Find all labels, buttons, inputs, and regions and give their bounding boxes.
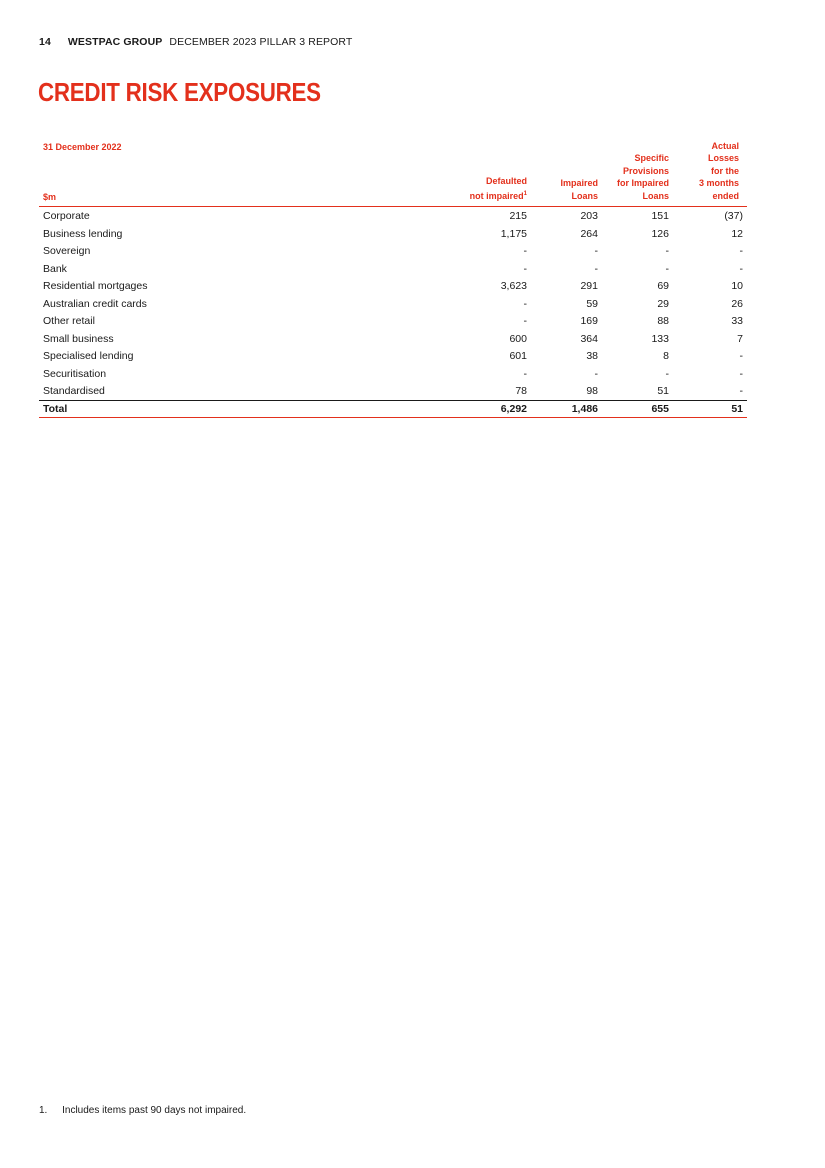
col-header-line: for the [711,165,739,176]
organisation-name: WESTPAC GROUP [67,36,163,48]
col-header-line: Provisions [622,165,669,176]
col-header-line: for Impaired [616,178,669,189]
cell-provisions: 88 [657,315,669,327]
row-label: Securitisation [43,367,107,380]
cell-impaired: - [594,245,598,257]
cell-actual-losses: 10 [731,280,743,292]
col-header-line: Specific [634,153,669,164]
cell-provisions: 29 [657,297,669,310]
table-row [39,347,747,365]
row-label: Business lending [43,227,123,240]
row-label: Specialised lending [43,350,134,362]
cell-actual-losses: - [739,385,743,397]
cell-impaired: 59 [586,297,598,310]
cell-defaulted: 3,623 [500,280,527,292]
cell-defaulted: 6,292 [500,402,527,415]
cell-provisions: - [665,262,669,275]
cell-provisions: - [665,245,669,257]
row-label: Small business [43,332,114,345]
credit-risk-table [39,140,747,418]
cell-impaired: 364 [580,332,598,345]
cell-defaulted: - [523,297,527,310]
total-row [39,400,747,418]
col-header-defaulted [470,175,527,202]
cell-impaired: - [594,367,598,380]
cell-defaulted: - [523,367,527,380]
cell-impaired: 38 [586,350,598,362]
cell-actual-losses: - [739,350,743,362]
cell-impaired: 98 [586,385,598,397]
cell-impaired: 1,486 [571,402,598,415]
col-header-line: Loans [642,190,669,201]
col-header-line: ended [712,190,739,201]
cell-defaulted: - [523,315,527,327]
table-row [39,225,747,243]
cell-provisions: - [665,367,669,380]
col-header-line: Impaired [560,178,598,189]
cell-actual-losses: 33 [731,315,743,327]
col-header-actual-losses [699,140,739,202]
cell-defaulted: 1,175 [500,227,527,240]
cell-impaired: 264 [580,227,598,240]
row-label: Total [43,402,68,415]
cell-impaired: 169 [580,315,598,327]
table-header [39,140,747,207]
row-label: Other retail [43,315,95,327]
col-header-line: 3 months [698,178,739,189]
footnote-number: 1. [39,1105,48,1116]
cell-actual-losses: 12 [731,227,743,240]
table-row [39,242,747,260]
footnote-text: Includes items past 90 days not impaired. [62,1105,247,1116]
cell-impaired: 203 [580,210,598,222]
table-row [39,330,747,348]
cell-provisions: 655 [651,402,669,415]
cell-actual-losses: - [739,262,743,275]
table-row [39,260,747,278]
cell-defaulted: 600 [509,332,527,345]
cell-provisions: 133 [651,332,669,345]
row-label: Sovereign [43,245,91,257]
cell-provisions: 69 [657,280,669,292]
row-label: Australian credit cards [43,297,147,310]
cell-impaired: - [594,262,598,275]
cell-defaulted: - [523,262,527,275]
cell-actual-losses: 7 [737,332,743,345]
table-row [39,207,747,225]
col-header-line: Defaulted [485,176,527,187]
table-row [39,312,747,330]
col-header-provisions [617,152,669,202]
cell-provisions: 151 [651,210,669,222]
cell-actual-losses: - [739,245,743,257]
col-header-line: not impaired$^1$ [469,190,527,201]
row-label: Residential mortgages [43,280,148,292]
footnote-ref: 1 [523,190,527,197]
row-label: Standardised [43,385,105,397]
period-label: 31 December 2022 [43,142,122,152]
page-header [39,36,352,48]
row-label: Bank [43,262,67,275]
page-title: CREDIT RISK EXPOSURES [38,77,321,107]
report-name: DECEMBER 2023 PILLAR 3 REPORT [169,36,353,48]
col-header-line: Losses [707,153,739,164]
cell-provisions: 51 [657,385,669,397]
cell-impaired: 291 [580,280,598,292]
cell-defaulted: 601 [509,350,527,362]
col-header-line: Loans [571,190,598,201]
cell-defaulted: 215 [509,210,527,222]
row-label: Corporate [43,210,90,222]
unit-label: $m [43,192,57,202]
cell-actual-losses: 51 [731,402,743,415]
cell-provisions: 126 [651,227,669,240]
table-row [39,295,747,313]
table-row [39,382,747,400]
col-header-line: Actual [711,140,739,151]
cell-defaulted: 78 [515,385,527,397]
cell-defaulted: - [523,245,527,257]
cell-actual-losses: (37) [724,210,743,222]
page-number: 14 [39,36,51,48]
table-row [39,365,747,383]
col-header-impaired [560,177,598,202]
cell-provisions: 8 [663,350,669,362]
table-row [39,277,747,295]
footnote [39,1105,246,1116]
table-body [39,207,747,400]
cell-actual-losses: 26 [731,297,743,310]
cell-actual-losses: - [739,367,743,380]
